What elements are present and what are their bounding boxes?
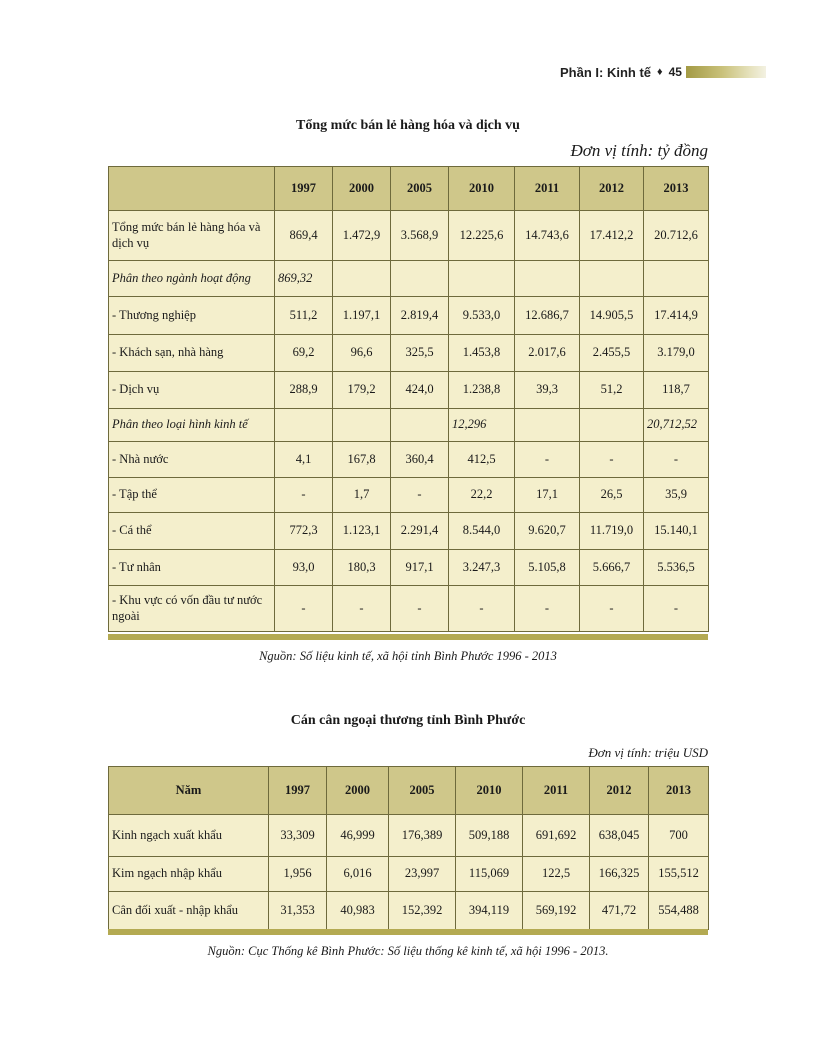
value-cell: -: [644, 586, 709, 632]
value-cell: 14.743,6: [515, 211, 580, 261]
value-cell: 2.455,5: [580, 335, 644, 372]
header-year-cell: 2010: [449, 167, 515, 211]
value-cell: 23,997: [389, 857, 456, 892]
value-cell: 15.140,1: [644, 513, 709, 550]
row-label-cell: - Cá thể: [109, 513, 275, 550]
value-cell: 51,2: [580, 372, 644, 409]
value-cell: 511,2: [275, 297, 333, 335]
value-cell: 509,188: [456, 815, 523, 857]
value-cell: 1.238,8: [449, 372, 515, 409]
value-cell: 569,192: [523, 892, 590, 930]
value-cell: -: [644, 442, 709, 478]
value-cell: 5.536,5: [644, 550, 709, 586]
table-row: [109, 409, 709, 442]
header-decorative-bar: [686, 66, 766, 78]
row-label-cell: - Khách sạn, nhà hàng: [109, 335, 275, 372]
value-cell: [515, 261, 580, 297]
header-year-cell: 1997: [275, 167, 333, 211]
header-year-cell: 2005: [391, 167, 449, 211]
value-cell: 869,32: [275, 261, 333, 297]
value-cell: 176,389: [389, 815, 456, 857]
table-row: [109, 857, 709, 892]
value-cell: 5.105,8: [515, 550, 580, 586]
value-cell: -: [515, 442, 580, 478]
chapter-title: Phần I: Kinh tế: [560, 64, 651, 80]
value-cell: -: [580, 586, 644, 632]
row-label-cell: - Khu vực có vốn đầu tư nước ngoài: [109, 586, 275, 632]
table1-header-row: [109, 167, 709, 211]
value-cell: 4,1: [275, 442, 333, 478]
value-cell: 167,8: [333, 442, 391, 478]
value-cell: 5.666,7: [580, 550, 644, 586]
header-year-cell: 2011: [523, 767, 590, 815]
value-cell: [391, 261, 449, 297]
table-row: [109, 211, 709, 261]
header-year-cell: 2011: [515, 167, 580, 211]
value-cell: 638,045: [590, 815, 649, 857]
header-year-cell: 2013: [644, 167, 709, 211]
value-cell: 96,6: [333, 335, 391, 372]
row-label-cell: - Thương nghiệp: [109, 297, 275, 335]
table1-source: Nguồn: Số liệu kinh tế, xã hội tỉnh Bình Phước 1996 - 2013: [259, 649, 557, 663]
value-cell: 360,4: [391, 442, 449, 478]
value-cell: 1.472,9: [333, 211, 391, 261]
value-cell: -: [391, 478, 449, 513]
value-cell: 14.905,5: [580, 297, 644, 335]
value-cell: 152,392: [389, 892, 456, 930]
value-cell: [333, 261, 391, 297]
table-row: [109, 513, 709, 550]
value-cell: [333, 409, 391, 442]
row-label-cell: - Tập thể: [109, 478, 275, 513]
value-cell: 20,712,52: [644, 409, 709, 442]
value-cell: 412,5: [449, 442, 515, 478]
value-cell: 179,2: [333, 372, 391, 409]
value-cell: 1.197,1: [333, 297, 391, 335]
value-cell: 917,1: [391, 550, 449, 586]
value-cell: [449, 261, 515, 297]
header-year-cell: 2013: [649, 767, 709, 815]
value-cell: 155,512: [649, 857, 709, 892]
diamond-icon: ♦: [657, 66, 663, 78]
table-row: [109, 261, 709, 297]
value-cell: -: [515, 586, 580, 632]
table-row: [109, 586, 709, 632]
table-row: [109, 442, 709, 478]
value-cell: 288,9: [275, 372, 333, 409]
value-cell: 12.686,7: [515, 297, 580, 335]
value-cell: [644, 261, 709, 297]
table-row: [109, 297, 709, 335]
header-label-cell: Năm: [109, 767, 269, 815]
value-cell: 33,309: [269, 815, 327, 857]
header-year-cell: 2010: [456, 767, 523, 815]
value-cell: [580, 409, 644, 442]
row-label-cell: Phân theo ngành hoạt động: [109, 261, 275, 297]
value-cell: 11.719,0: [580, 513, 644, 550]
header-year-cell: 1997: [269, 767, 327, 815]
table2-unit: Đơn vị tính: triệu USD: [588, 745, 708, 760]
value-cell: 180,3: [333, 550, 391, 586]
table-row: [109, 550, 709, 586]
value-cell: 35,9: [644, 478, 709, 513]
row-label-cell: Kinh ngạch xuất khẩu: [109, 815, 269, 857]
value-cell: 1.453,8: [449, 335, 515, 372]
value-cell: 9.620,7: [515, 513, 580, 550]
table-row: [109, 478, 709, 513]
value-cell: 69,2: [275, 335, 333, 372]
value-cell: -: [275, 478, 333, 513]
value-cell: 166,325: [590, 857, 649, 892]
value-cell: 118,7: [644, 372, 709, 409]
table-row: [109, 892, 709, 930]
value-cell: 3.568,9: [391, 211, 449, 261]
value-cell: 39,3: [515, 372, 580, 409]
table2-title: Cán cân ngoại thương tỉnh Bình Phước: [290, 713, 526, 728]
value-cell: 9.533,0: [449, 297, 515, 335]
value-cell: 2.017,6: [515, 335, 580, 372]
value-cell: [275, 409, 333, 442]
header-year-cell: 2012: [590, 767, 649, 815]
value-cell: 31,353: [269, 892, 327, 930]
value-cell: 424,0: [391, 372, 449, 409]
value-cell: 115,069: [456, 857, 523, 892]
value-cell: 17,1: [515, 478, 580, 513]
value-cell: 46,999: [327, 815, 389, 857]
value-cell: -: [333, 586, 391, 632]
value-cell: 93,0: [275, 550, 333, 586]
table-row: [109, 372, 709, 409]
value-cell: 471,72: [590, 892, 649, 930]
value-cell: -: [391, 586, 449, 632]
value-cell: 772,3: [275, 513, 333, 550]
table1-title: Tổng mức bán lẻ hàng hóa và dịch vụ: [296, 118, 520, 133]
row-label-cell: Tổng mức bán lẻ hàng hóa và dịch vụ: [109, 211, 275, 261]
table1-bottom-bar: [108, 634, 708, 640]
row-label-cell: - Tư nhân: [109, 550, 275, 586]
value-cell: 325,5: [391, 335, 449, 372]
value-cell: -: [580, 442, 644, 478]
value-cell: 869,4: [275, 211, 333, 261]
value-cell: 3.247,3: [449, 550, 515, 586]
table2-header-row: [109, 767, 709, 815]
value-cell: 40,983: [327, 892, 389, 930]
page-number: 45: [668, 65, 682, 79]
value-cell: 3.179,0: [644, 335, 709, 372]
row-label-cell: Cân đối xuất - nhập khẩu: [109, 892, 269, 930]
value-cell: 26,5: [580, 478, 644, 513]
value-cell: [515, 409, 580, 442]
value-cell: [580, 261, 644, 297]
value-cell: 2.819,4: [391, 297, 449, 335]
value-cell: 8.544,0: [449, 513, 515, 550]
header-label-cell: [109, 167, 275, 211]
table-row: [109, 815, 709, 857]
value-cell: 1.123,1: [333, 513, 391, 550]
value-cell: 12.225,6: [449, 211, 515, 261]
row-label-cell: - Dịch vụ: [109, 372, 275, 409]
table2-source: Nguồn: Cục Thống kê Bình Phước: Số liệu thống kê kinh tế, xã hội 1996 - 2013.: [207, 944, 609, 958]
value-cell: 700: [649, 815, 709, 857]
table2-bottom-bar: [108, 929, 708, 935]
value-cell: 394,119: [456, 892, 523, 930]
header-year-cell: 2005: [389, 767, 456, 815]
header-year-cell: 2000: [327, 767, 389, 815]
value-cell: 1,956: [269, 857, 327, 892]
retail-sales-table: [108, 166, 709, 632]
value-cell: 691,692: [523, 815, 590, 857]
value-cell: 20.712,6: [644, 211, 709, 261]
foreign-trade-table: [108, 766, 709, 930]
value-cell: [391, 409, 449, 442]
header-year-cell: 2000: [333, 167, 391, 211]
row-label-cell: Kim ngạch nhập khẩu: [109, 857, 269, 892]
value-cell: 1,7: [333, 478, 391, 513]
value-cell: 554,488: [649, 892, 709, 930]
value-cell: 2.291,4: [391, 513, 449, 550]
value-cell: -: [449, 586, 515, 632]
value-cell: 22,2: [449, 478, 515, 513]
value-cell: 122,5: [523, 857, 590, 892]
table-row: [109, 335, 709, 372]
row-label-cell: Phân theo loại hình kinh tế: [109, 409, 275, 442]
value-cell: 17.412,2: [580, 211, 644, 261]
value-cell: 12,296: [449, 409, 515, 442]
row-label-cell: - Nhà nước: [109, 442, 275, 478]
value-cell: 6,016: [327, 857, 389, 892]
table1-unit: Đơn vị tính: tỷ đồng: [570, 141, 708, 160]
value-cell: -: [275, 586, 333, 632]
page-header: [560, 62, 766, 82]
header-year-cell: 2012: [580, 167, 644, 211]
value-cell: 17.414,9: [644, 297, 709, 335]
